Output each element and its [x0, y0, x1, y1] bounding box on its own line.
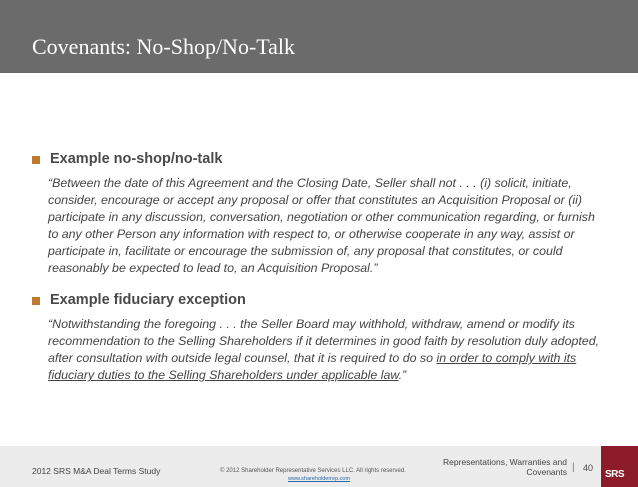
- footer: [0, 446, 638, 487]
- bullet-fiduciary-exception: [30, 292, 610, 384]
- bullet-quote: [48, 316, 608, 384]
- page-number: 40: [583, 463, 594, 473]
- footer-section-name: Representations, Warranties and Covenants: [443, 457, 567, 477]
- footer-copyright: © 2012 Shareholder Representative Services LLC. All rights reserved.: [220, 468, 406, 474]
- quote-end: .”: [398, 368, 407, 382]
- bullet-square-icon: [32, 297, 40, 305]
- footer-website-link[interactable]: www.shareholderrep.com: [288, 476, 351, 482]
- footer-separator: |: [572, 462, 575, 473]
- bullet-heading: Example fiduciary exception: [50, 292, 246, 308]
- quote-underlined-text: in order to comply with its fiduciary duties to the Selling Shareholders under applicable law: [48, 351, 577, 382]
- footer-study-title: 2012 SRS M&A Deal Terms Study: [32, 466, 161, 476]
- title-bar: [0, 0, 638, 73]
- bullet-no-shop: [30, 151, 610, 277]
- logo-text: SRS: [605, 469, 625, 480]
- quote-text: “Notwithstanding the foregoing . . . the Seller Board may withhold, withdraw, amend or modify its recommendation to the Selling Shareholders if it determines in good faith by resolution duly adopted, after consultation with outside legal counsel, that it is required to do so: [48, 317, 600, 365]
- bullet-heading: Example no-shop/no-talk: [50, 151, 223, 167]
- bullet-quote: “Between the date of this Agreement and the Closing Date, Seller shall not . . . (i) solicit, initiate, consider, encourage or accept any proposal or offer that constitutes an Acquisition Proposal or (ii) participate in any discussion, conversation, negotiation or other communication regarding, or furnish to any other Person any information with respect to, or otherwise cooperate in any way, assist or participate in, facilitate or encourage the submission of, any proposal that constitutes, or could reasonably be expected to lead to, an Acquisition Proposal.”: [48, 176, 595, 275]
- bullet-square-icon: [32, 156, 40, 164]
- srs-logo: [601, 446, 638, 487]
- slide-title: Covenants: No-Shop/No-Talk: [32, 34, 296, 59]
